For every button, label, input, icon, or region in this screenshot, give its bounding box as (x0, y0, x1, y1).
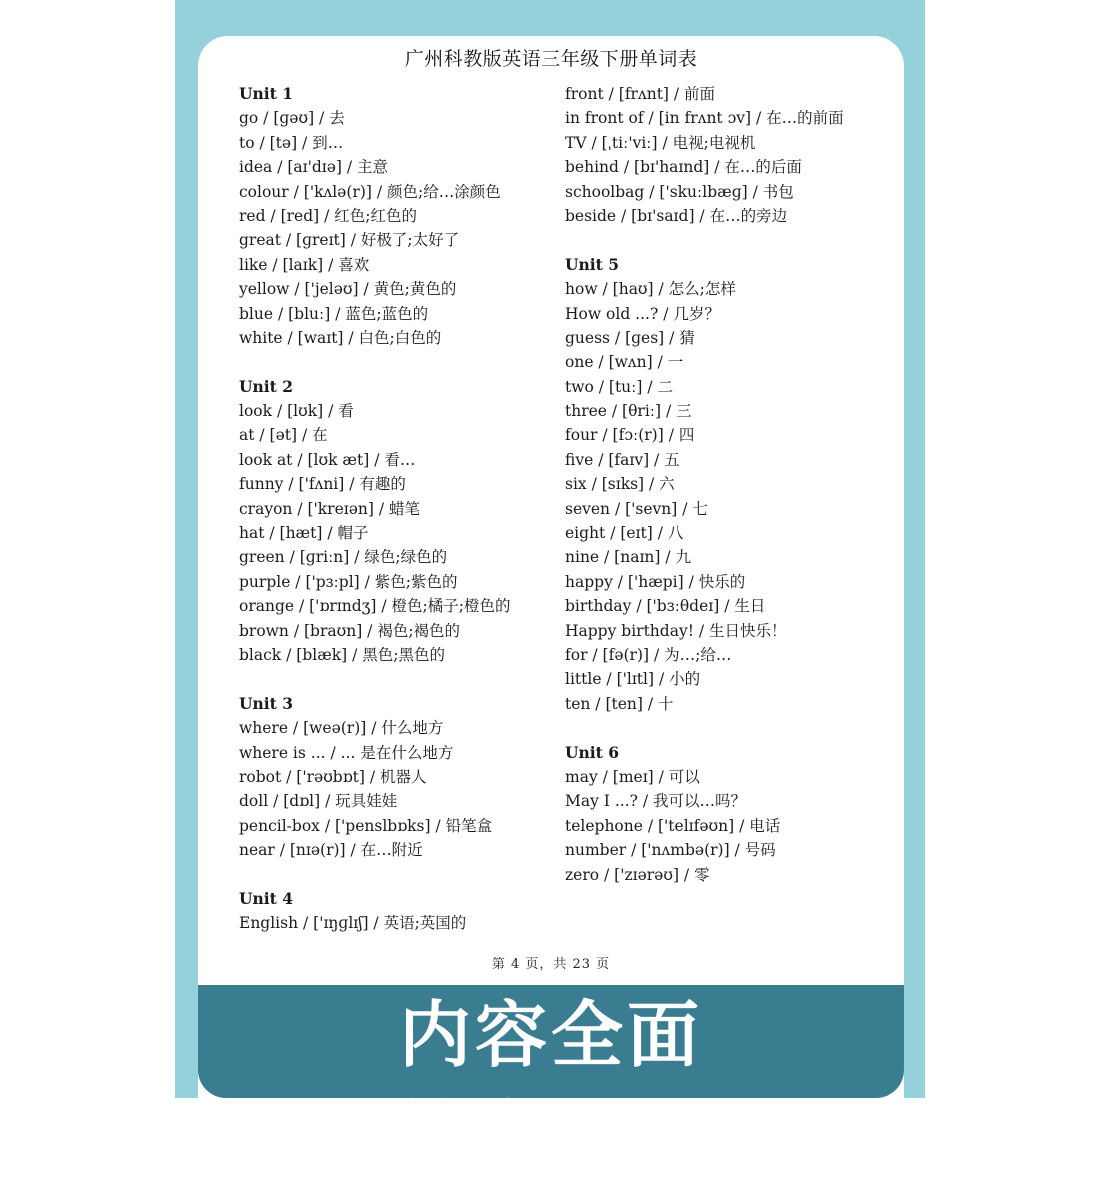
unit-heading: Unit 5 (565, 254, 620, 274)
word-entry: white / [waɪt] / 白色;白色的 (239, 328, 442, 347)
word-entry: robot / ['rəʊbɒt] / 机器人 (239, 767, 427, 786)
word-entry: three / [θriː] / 三 (565, 402, 692, 421)
word-entry: green / [ɡriːn] / 绿色;绿色的 (239, 548, 448, 567)
word-entry: happy / ['hæpi] / 快乐的 (565, 572, 746, 591)
unit-heading: Unit 4 (239, 888, 294, 908)
word-entry: funny / ['fʌni] / 有趣的 (239, 475, 406, 494)
section-gap (239, 350, 510, 374)
word-entry: six / [sɪks] / 六 (565, 475, 675, 494)
section-gap (239, 863, 510, 887)
section-gap (565, 228, 844, 252)
word-entry: black / [blæk] / 黑色;黑色的 (239, 645, 446, 664)
word-entry: pencil-box / ['penslbɒks] / 铅笔盒 (239, 816, 493, 835)
word-entry: nine / [naɪn] / 九 (565, 548, 692, 567)
unit-heading: Unit 1 (239, 84, 294, 103)
word-entry: blue / [bluː] / 蓝色;蓝色的 (239, 304, 429, 323)
word-entry: TV / [ˌtiː'viː] / 电视;电视机 (565, 133, 756, 152)
word-entry: may / [meɪ] / 可以 (565, 767, 700, 786)
word-entry: zero / ['zɪərəʊ] / 零 (565, 865, 710, 884)
unit-heading: Unit 2 (239, 376, 294, 396)
word-entry: eight / [eɪt] / 八 (565, 524, 684, 543)
word-entry: hat / [hæt] / 帽子 (239, 524, 369, 543)
word-entry: like / [laɪk] / 喜欢 (239, 255, 370, 274)
word-entry: doll / [dɒl] / 玩具娃娃 (239, 792, 398, 811)
word-entry: red / [red] / 红色;红色的 (239, 206, 417, 225)
word-entry: May I ...? / 我可以…吗？ (565, 792, 747, 811)
word-entry: crayon / ['kreɪən] / 蜡笔 (239, 499, 420, 518)
word-entry: seven / ['sevn] / 七 (565, 499, 708, 518)
word-entry: colour / ['kʌlə(r)] / 颜色;给…涂颜色 (239, 182, 501, 201)
word-entry: little / ['lɪtl] / 小的 (565, 670, 701, 689)
word-entry: one / [wʌn] / 一 (565, 353, 684, 372)
word-entry: front / [frʌnt] / 前面 (565, 85, 716, 103)
page-number: 第 4 页，共 23 页 (491, 957, 611, 972)
word-entry: four / [fɔː(r)] / 四 (565, 426, 695, 445)
banner-right-text: 符合需求 (398, 1093, 703, 1177)
unit-heading: Unit 3 (239, 693, 294, 713)
word-entry: How old ...? / 几岁？ (565, 304, 720, 323)
section-gap (565, 716, 844, 740)
left-column (239, 82, 510, 936)
word-entry: in front of / [in frʌnt ɔv] / 在…的前面 (565, 109, 844, 128)
word-entry: near / [nɪə(r)] / 在…附近 (239, 841, 423, 860)
word-entry: number / ['nʌmbə(r)] / 号码 (565, 841, 776, 860)
word-entry: behind / [bɪ'haɪnd] / 在…的后面 (565, 158, 802, 177)
banner-left-text: 内容全面 (398, 993, 703, 1077)
word-entry: where / [weə(r)] / 什么地方 (239, 719, 444, 738)
word-entry: look at / [lʊk æt] / 看… (239, 450, 416, 469)
word-entry: for / [fə(r)] / 为…;给… (565, 645, 732, 664)
word-entry: where is ... / ... 是在什么地方 (239, 743, 454, 762)
word-entry: Happy birthday! / 生日快乐！ (565, 621, 787, 640)
word-entry: English / ['ɪŋɡlɪʃ] / 英语;英国的 (239, 914, 467, 933)
word-entry: telephone / ['telɪfəʊn] / 电话 (565, 816, 781, 835)
word-entry: five / [faɪv] / 五 (565, 450, 680, 469)
word-entry: to / [tə] / 到… (239, 133, 344, 152)
page-title: 广州科教版英语三年级下册单词表 (404, 48, 698, 70)
right-column (565, 82, 844, 887)
word-entry: beside / [bɪ'saɪd] / 在…的旁边 (565, 206, 788, 225)
section-gap (239, 667, 510, 691)
word-entry: at / [ət] / 在 (239, 426, 328, 445)
word-entry: how / [haʊ] / 怎么;怎样 (565, 280, 736, 299)
word-entry: two / [tuː] / 二 (565, 377, 674, 396)
word-entry: guess / [ɡes] / 猜 (565, 328, 695, 347)
word-entry: idea / [aɪ'dɪə] / 主意 (239, 158, 389, 177)
word-entry: birthday / ['bɜːθdeɪ] / 生日 (565, 597, 766, 616)
unit-heading: Unit 6 (565, 742, 620, 762)
promo-banner (198, 985, 904, 1177)
word-entry: orange / ['ɒrɪndʒ] / 橙色;橘子;橙色的 (239, 597, 511, 616)
word-entry: schoolbag / ['skuːlbæɡ] / 书包 (565, 182, 794, 201)
word-entry: great / [ɡreɪt] / 好极了;太好了 (239, 231, 460, 250)
word-entry: yellow / ['jeləʊ] / 黄色;黄色的 (239, 280, 457, 299)
word-entry: ten / [ten] / 十 (565, 694, 674, 713)
word-entry: brown / [braʊn] / 褐色;褐色的 (239, 621, 461, 640)
word-entry: go / [ɡəʊ] / 去 (239, 109, 345, 128)
word-entry: purple / ['pɜːpl] / 紫色;紫色的 (239, 572, 458, 591)
word-entry: look / [lʊk] / 看 (239, 402, 354, 421)
